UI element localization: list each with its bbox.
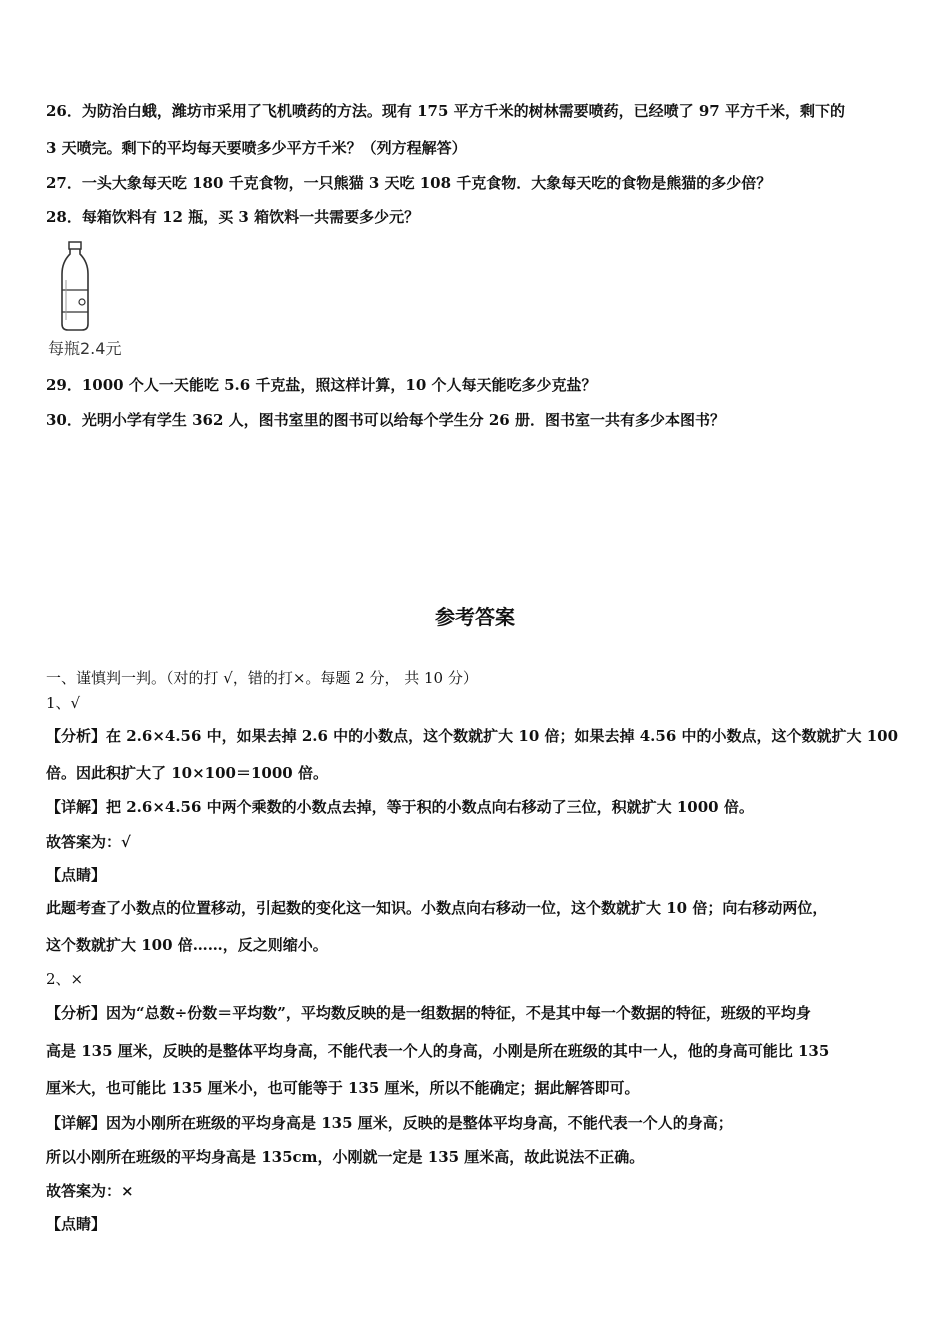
answer-1-detail: 【详解】把 2.6×4.56 中两个乘数的小数点去掉，等于积的小数点向右移动了三位，积就扩大 1000 倍。 [46,798,754,816]
answer-1-tip-label: 【点睛】 [46,866,107,884]
answer-2-analysis-line-3: 厘米大，也可能比 135 厘米小，也可能等于 135 厘米，所以不能确定；据此解答即可。 [46,1079,640,1097]
answer-2-detail-line-1: 【详解】因为小刚所在班级的平均身高是 135 厘米，反映的是整体平均身高，不能代表一个人的身高； [46,1114,733,1132]
answer-1-tip-line-1: 此题考查了小数点的位置移动，引起数的变化这一知识。小数点向右移动一位，这个数就扩大 10 倍；向右移动两位， [46,899,828,917]
question-26-line-1: 26．为防治白蛾，潍坊市采用了飞机喷药的方法。现有 175 平方千米的树林需要喷药，已经喷了 97 平方千米，剩下的 [46,102,845,120]
answer-2-analysis-line-2: 高是 135 厘米，反映的是整体平均身高，不能代表一个人的身高，小刚是所在班级的其中一人，他的身高可能比 135 [46,1042,830,1060]
answer-1-analysis-line-1: 【分析】在 2.6×4.56 中，如果去掉 2.6 中的小数点，这个数就扩大 10 倍；如果去掉 4.56 中的小数点，这个数就扩大 100 [46,727,899,745]
question-28: 28．每箱饮料有 12 瓶，买 3 箱饮料一共需要多少元？ [46,208,420,226]
answer-2-analysis-line-1: 【分析】因为“总数÷份数＝平均数”，平均数反映的是一组数据的特征，不是其中每一个数据的特征，班级的平均身 [46,1004,811,1022]
bottle-price-caption: 每瓶2.4元 [48,339,122,358]
answer-1-tip-line-2: 这个数就扩大 100 倍……，反之则缩小。 [46,936,328,954]
section-title: 一、谨慎判一判。（对的打 √，错的打×。每题 2 分， 共 10 分） [46,669,478,687]
answer-2-detail-line-2: 所以小刚所在班级的平均身高是 135cm，小刚就一定是 135 厘米高，故此说法不正确。 [46,1148,645,1166]
bottle-icon [46,240,116,335]
answer-2-label: 2、× [46,970,84,988]
answer-2-tip-label: 【点睛】 [46,1215,107,1233]
question-30: 30．光明小学有学生 362 人，图书室里的图书可以给每个学生分 26 册．图书室一共有多少本图书？ [46,411,725,429]
answer-2-result: 故答案为：× [46,1182,134,1200]
question-26-line-2: 3 天喷完。剩下的平均每天要喷多少平方千米？（列方程解答） [46,139,467,157]
answers-heading: 参考答案 [435,605,515,629]
answer-1-analysis-line-2: 倍。因此积扩大了 10×100＝1000 倍。 [46,764,328,782]
answer-1-result: 故答案为：√ [46,833,131,851]
question-29: 29．1000 个人一天能吃 5.6 千克盐，照这样计算，10 个人每天能吃多少克盐？ [46,376,597,394]
answer-1-label: 1、√ [46,694,81,712]
question-27: 27．一头大象每天吃 180 千克食物，一只熊猫 3 天吃 108 千克食物．大象每天吃的食物是熊猫的多少倍？ [46,174,772,192]
